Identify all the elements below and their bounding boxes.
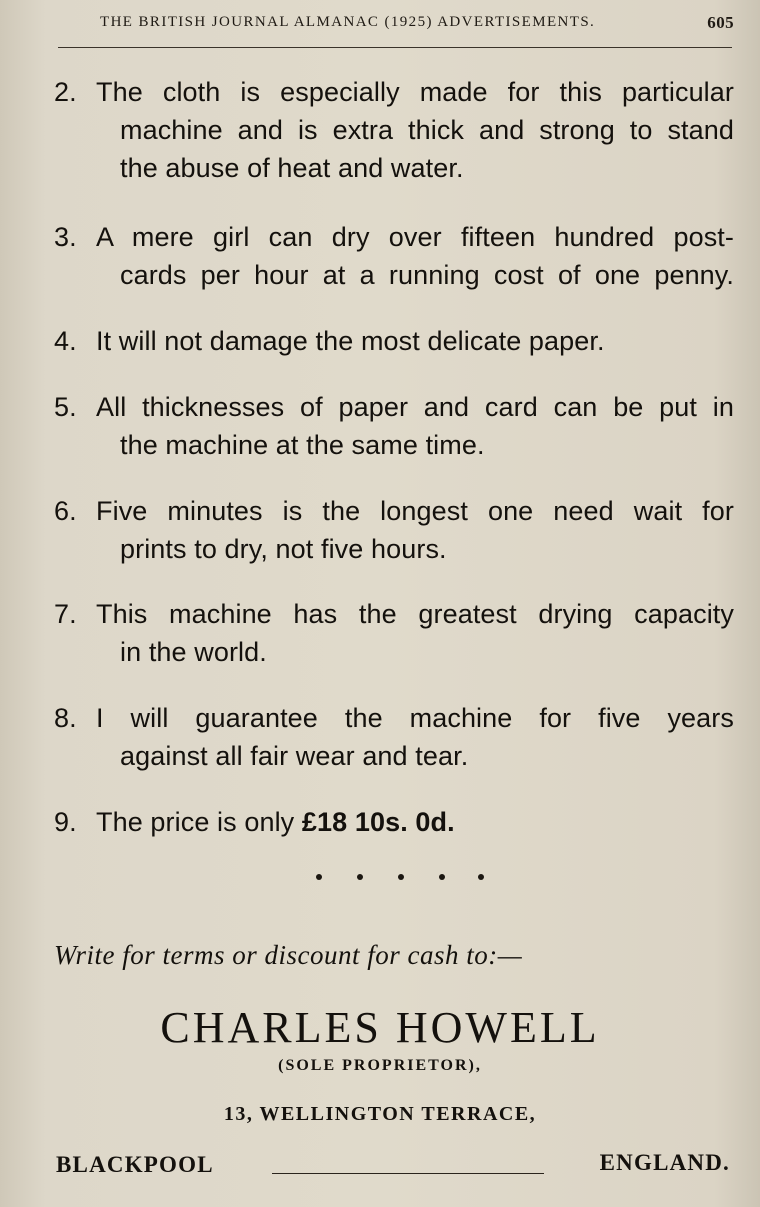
item-number: 9. [54,807,77,837]
ornament-dot [398,874,404,880]
list-item [54,322,734,360]
item-line: All thicknesses of paper and card can be put in [96,392,734,422]
page-number: 605 [707,13,734,32]
item-number: 5. [54,392,77,422]
list-item [54,492,734,568]
item-number: 2. [54,77,77,107]
item-line: Five minutes is the longest one need wait for [96,496,734,526]
item-line: This machine has the greatest drying capacity [96,599,734,629]
list-item [54,699,734,775]
address-country: ENGLAND. [599,1150,730,1175]
item-line: against all fair wear and tear. [120,741,469,771]
item-line: cards per hour at a running cost of one penny. [120,260,734,290]
write-for-terms: Write for terms or discount for cash to:— [54,940,523,970]
item-line: It will not damage the most delicate paper. [96,326,605,356]
list-item [54,388,734,464]
list-item [54,73,734,187]
item-line: A mere girl can dry over fifteen hundred post- [96,222,734,252]
address-city: BLACKPOOL [56,1152,214,1177]
item-number: 7. [54,599,77,629]
item-line: prints to dry, not five hours. [120,534,447,564]
price-amount: £18 10s. 0d. [301,807,455,837]
price-line [54,803,734,841]
city-country-rule [272,1173,544,1174]
proprietor-role: (SOLE PROPRIETOR), [278,1057,482,1074]
item-number: 4. [54,326,77,356]
running-title: THE BRITISH JOURNAL ALMANAC (1925) ADVERTISEMENTS. [100,14,596,30]
item-line: the machine at the same time. [120,430,485,460]
item-line: in the world. [120,637,267,667]
list-item [54,595,734,671]
price-lead-text: The price is only [96,807,295,837]
proprietor-address: 13, WELLINGTON TERRACE, [223,1103,537,1125]
price-item [54,803,734,841]
item-line: machine and is extra thick and strong to stand [120,115,734,145]
item-line: The cloth is especially made for this particular [96,77,734,107]
item-number: 3. [54,222,77,252]
running-header [100,14,740,34]
item-line: I will guarantee the machine for five years [96,703,734,733]
ornament-dot [357,874,363,880]
proprietor-name: CHARLES HOWELL [160,1003,600,1052]
item-number: 8. [54,703,77,733]
ornament-dot [316,874,322,880]
ornament-dots [300,866,500,896]
item-line: the abuse of heat and water. [120,153,464,183]
ornament-dot [439,874,445,880]
ornament-dot [478,874,484,880]
item-number: 6. [54,496,77,526]
header-rule [58,47,732,48]
list-item [54,218,734,294]
